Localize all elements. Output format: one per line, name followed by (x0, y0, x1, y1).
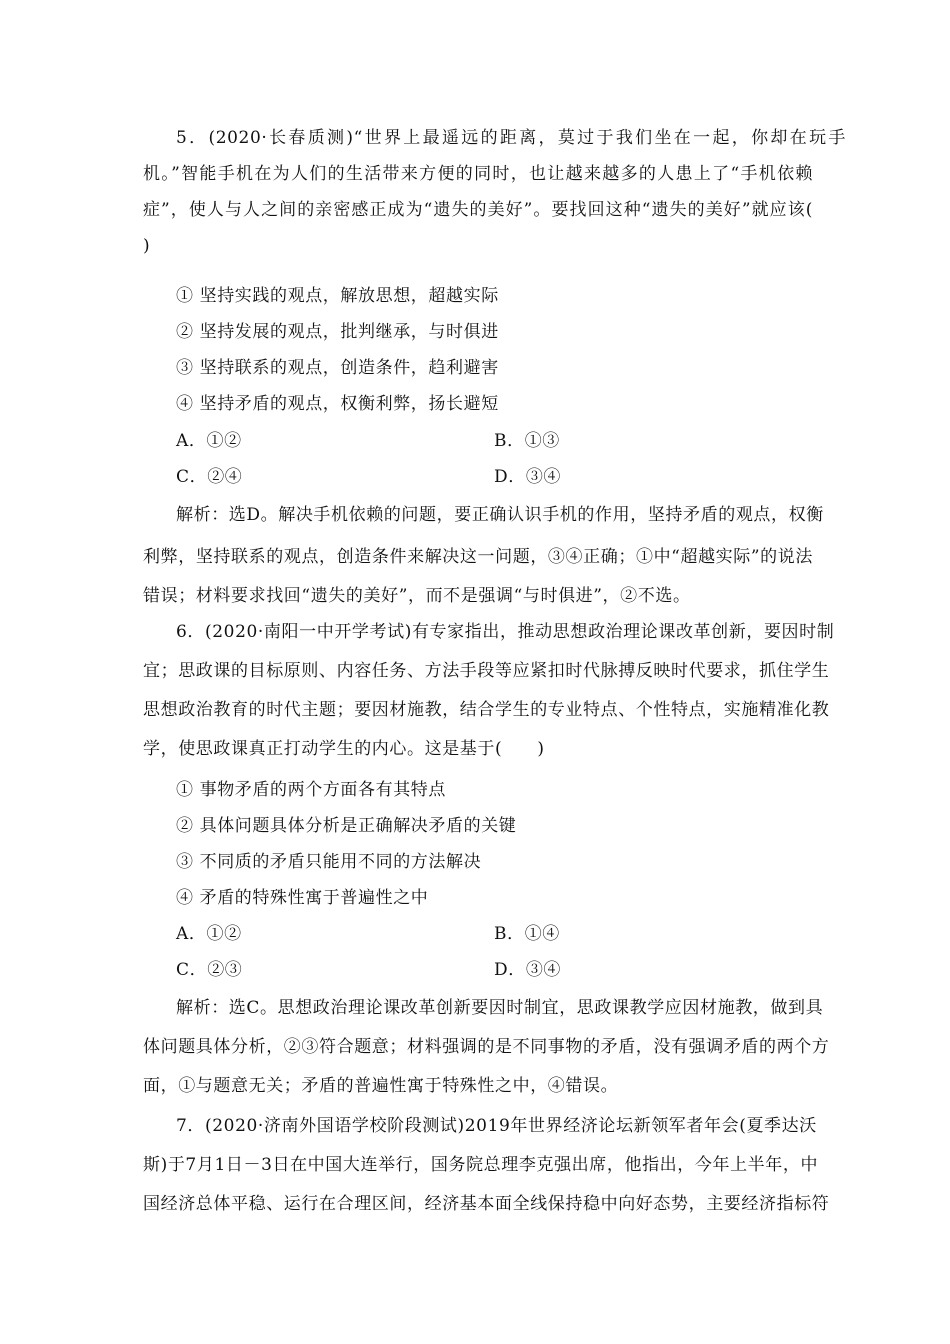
q5-stem-line-3: 症”，使人与人之间的亲密感正成为“遗失的美好”。要找回这种“遗失的美好”就应该( (143, 200, 813, 220)
q6-analysis-line-1: 解析：选C。思想政治理论课改革创新要因时制宜，思政课教学应因材施教，做到具 (176, 998, 824, 1018)
q6-option-c: C．②③ (176, 960, 243, 980)
q7-stem-line-3: 国经济总体平稳、运行在合理区间，经济基本面全线保持稳中向好态势，主要经济指标符 (143, 1194, 830, 1214)
q6-analysis-line-2: 体问题具体分析，②③符合题意；材料强调的是不同事物的矛盾，没有强调矛盾的两个方 (143, 1037, 830, 1057)
q6-item-2: ② 具体问题具体分析是正确解决矛盾的关键 (176, 816, 517, 836)
q5-item-3: ③ 坚持联系的观点，创造条件，趋利避害 (176, 358, 499, 378)
q5-item-4: ④ 坚持矛盾的观点，权衡利弊，扬长避短 (176, 394, 499, 414)
q5-analysis-line-1: 解析：选D。解决手机依赖的问题，要正确认识手机的作用，坚持矛盾的观点，权衡 (176, 505, 824, 525)
q6-item-4: ④ 矛盾的特殊性寓于普遍性之中 (176, 888, 429, 908)
q5-option-c: C．②④ (176, 467, 243, 487)
q6-stem-line-4: 学，使思政课真正打动学生的内心。这是基于( ) (143, 739, 545, 759)
q5-analysis-line-3: 错误；材料要求找回“遗失的美好”，而不是强调“与时俱进”，②不选。 (143, 586, 691, 606)
q6-stem-line-1: 6．(2020·南阳一中开学考试)有专家指出，推动思想政治理论课改革创新，要因时制 (176, 622, 835, 642)
q7-stem-line-1: 7．(2020·济南外国语学校阶段测试)2019年世界经济论坛新领军者年会(夏季达沃 (176, 1116, 817, 1136)
q6-option-d: D．③④ (494, 960, 562, 980)
q5-item-1: ① 坚持实践的观点，解放思想，超越实际 (176, 286, 499, 306)
q6-option-b: B．①④ (494, 924, 560, 944)
q7-stem-line-2: 斯)于7月1日－3日在中国大连举行，国务院总理李克强出席，他指出，今年上半年，中 (143, 1155, 819, 1175)
q5-stem-line-1: 5．(2020·长春质测)“世界上最遥远的距离，莫过于我们坐在一起，你却在玩手 (176, 128, 846, 148)
q5-stem-line-4: ) (143, 236, 151, 256)
q5-item-2: ② 坚持发展的观点，批判继承，与时俱进 (176, 322, 499, 342)
q6-stem-line-2: 宜；思政课的目标原则、内容任务、方法手段等应紧扣时代脉搏反映时代要求，抓住学生 (143, 661, 830, 681)
q6-item-1: ① 事物矛盾的两个方面各有其特点 (176, 780, 447, 800)
q5-stem-line-2: 机。”智能手机在为人们的生活带来方便的同时，也让越来越多的人患上了“手机依赖 (143, 164, 813, 184)
q5-option-d: D．③④ (494, 467, 562, 487)
q6-analysis-line-3: 面，①与题意无关；矛盾的普遍性寓于特殊性之中，④错误。 (143, 1076, 619, 1096)
q6-item-3: ③ 不同质的矛盾只能用不同的方法解决 (176, 852, 482, 872)
q5-option-a: A．①② (176, 431, 242, 451)
q5-analysis-line-2: 利弊，坚持联系的观点，创造条件来解决这一问题，③④正确；①中“超越实际”的说法 (143, 547, 813, 567)
q5-option-b: B．①③ (494, 431, 560, 451)
q6-option-a: A．①② (176, 924, 242, 944)
q6-stem-line-3: 思想政治教育的时代主题；要因材施教，结合学生的专业特点、个性特点，实施精准化教 (143, 700, 830, 720)
